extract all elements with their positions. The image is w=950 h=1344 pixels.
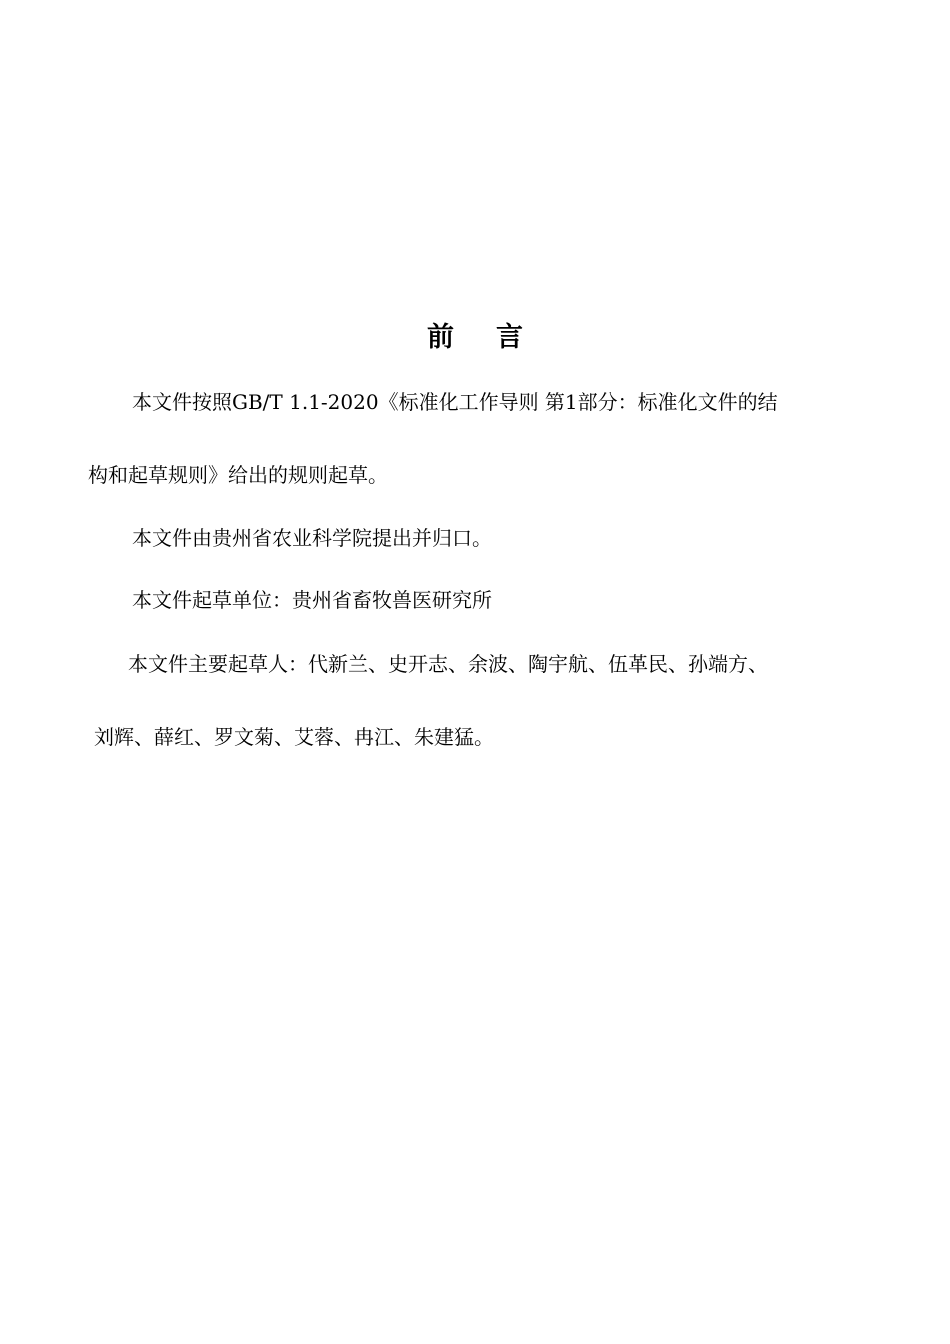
paragraph-2: 本文件由贵州省农业科学院提出并归口。 bbox=[132, 526, 492, 550]
title-char-2: 言 bbox=[496, 322, 523, 353]
paragraph-3: 本文件起草单位：贵州省畜牧兽医研究所 bbox=[132, 588, 492, 612]
paragraph-1-line-1: 本文件按照GB/T 1.1-2020《标准化工作导则 第1部分：标准化文件的结 bbox=[132, 390, 778, 414]
paragraph-1-line-2: 构和起草规则》给出的规则起草。 bbox=[88, 463, 388, 487]
paragraph-4-line-1: 本文件主要起草人：代新兰、史开志、余波、陶宇航、伍革民、孙端方、 bbox=[128, 652, 768, 676]
paragraph-4-line-2: 刘辉、薛红、罗文菊、艾蓉、冉江、朱建猛。 bbox=[94, 725, 494, 749]
title-char-1: 前 bbox=[427, 322, 454, 353]
page-title bbox=[0, 318, 950, 358]
